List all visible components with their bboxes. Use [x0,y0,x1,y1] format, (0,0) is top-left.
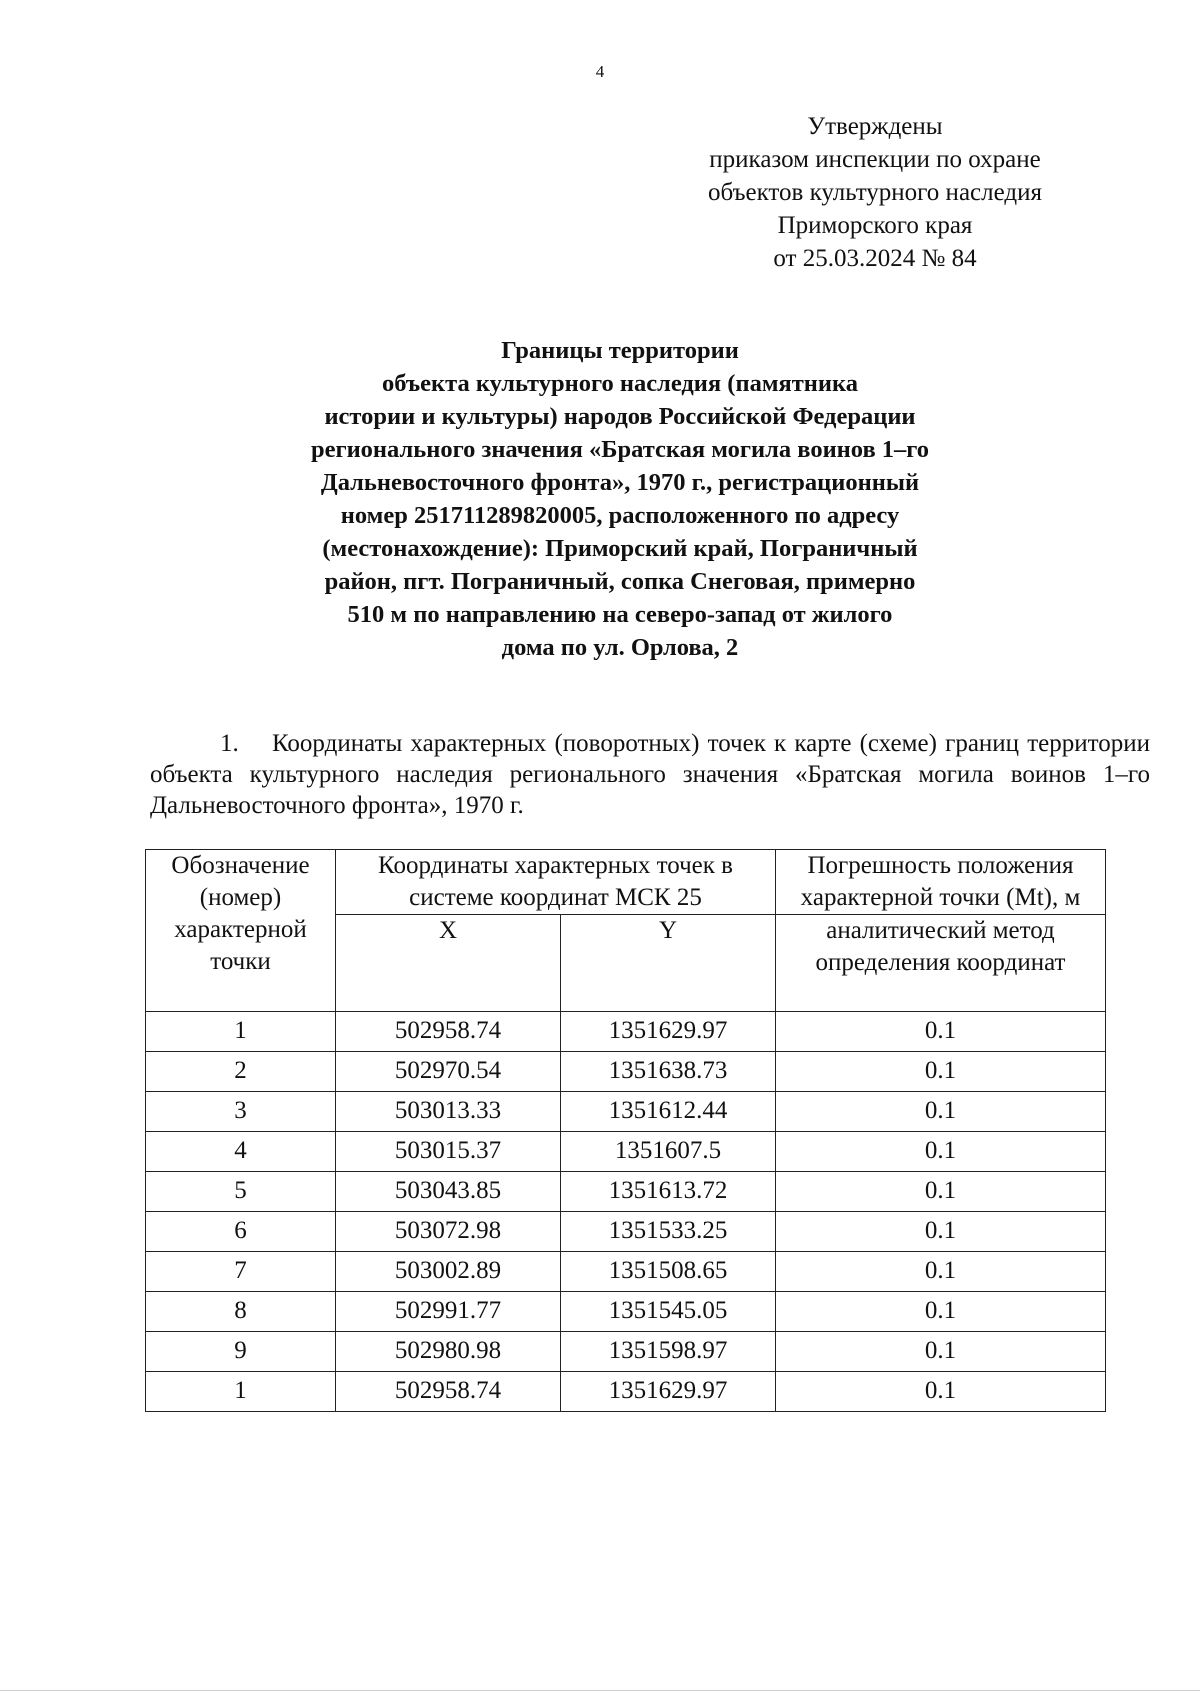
title-line: номер 251711289820005, расположенного по адресу [340,502,900,529]
cell-point: 3 [146,1092,336,1132]
title-line: объекта культурного наследия (памятника [381,370,859,397]
approval-line: Приморского края [777,212,973,239]
title-line: 510 м по направлению на северо-запад от жилого [347,601,893,628]
cell-mt: 0.1 [776,1052,1106,1092]
table-row [146,1012,1106,1052]
cell-y: 1351638.73 [561,1052,776,1092]
cell-mt: 0.1 [776,1372,1106,1412]
cell-mt: 0.1 [776,1332,1106,1372]
header-x: X [336,915,561,1012]
cell-x: 502958.74 [336,1372,561,1412]
section-number: 1. [220,730,239,757]
cell-y: 1351613.72 [561,1172,776,1212]
title-line: дома по ул. Орлова, 2 [501,634,739,661]
cell-y: 1351533.25 [561,1212,776,1252]
header-method: аналитический метод определения координат [776,915,1106,1012]
title-line: Границы территории [501,337,739,364]
cell-point: 1 [146,1012,336,1052]
approval-line: объектов культурного наследия [708,179,1042,206]
cell-x: 503043.85 [336,1172,561,1212]
cell-mt: 0.1 [776,1212,1106,1252]
coordinates-table [145,849,1106,1412]
page-number: 4 [595,62,605,81]
cell-x: 503002.89 [336,1252,561,1292]
cell-point: 2 [146,1052,336,1092]
cell-x: 503072.98 [336,1212,561,1252]
approval-line: приказом инспекции по охране [709,146,1041,173]
cell-mt: 0.1 [776,1172,1106,1212]
header-y: Y [561,915,776,1012]
header-point: Обозначение (номер) характерной точки [146,850,336,1012]
table-row [146,1212,1106,1252]
approval-line: от 25.03.2024 № 84 [773,245,977,272]
cell-point: 7 [146,1252,336,1292]
title-line: район, пгт. Пограничный, сопка Снеговая, примерно [324,568,916,595]
cell-point: 5 [146,1172,336,1212]
cell-point: 1 [146,1372,336,1412]
cell-y: 1351607.5 [561,1132,776,1172]
cell-x: 502970.54 [336,1052,561,1092]
cell-y: 1351508.65 [561,1252,776,1292]
cell-mt: 0.1 [776,1132,1106,1172]
cell-x: 502980.98 [336,1332,561,1372]
table-row [146,1252,1106,1292]
table-row [146,1332,1106,1372]
approval-block [660,110,1090,275]
cell-point: 9 [146,1332,336,1372]
document-title [240,334,1000,664]
cell-y: 1351629.97 [561,1372,776,1412]
title-line: Дальневосточного фронта», 1970 г., регистрационный [320,469,920,496]
title-line: истории и культуры) народов Российской Федерации [324,403,916,430]
cell-y: 1351598.97 [561,1332,776,1372]
cell-x: 503013.33 [336,1092,561,1132]
cell-y: 1351545.05 [561,1292,776,1332]
approval-line: Утверждены [807,113,943,140]
cell-mt: 0.1 [776,1252,1106,1292]
table-row [146,1092,1106,1132]
table-row [146,1292,1106,1332]
cell-point: 8 [146,1292,336,1332]
title-line: регионального значения «Братская могила воинов 1–го [310,436,930,463]
title-line: (местонахождение): Приморский край, Пограничный [322,535,918,562]
cell-x: 503015.37 [336,1132,561,1172]
cell-x: 502958.74 [336,1012,561,1052]
table-row [146,1052,1106,1092]
header-error: Погрешность положения характерной точки (Mt), м [776,850,1106,915]
table-row [146,1132,1106,1172]
section-text: Координаты характерных (поворотных) точек к карте (схеме) границ территории объекта культурного наследия регионального значения «Братская могила воинов 1–го Дальневосточного фронта», 1970 г. [150,730,1150,819]
header-coords: Координаты характерных точек в системе координат МСК 25 [336,850,776,915]
section-paragraph [150,728,1150,821]
table-row [146,1172,1106,1212]
cell-mt: 0.1 [776,1292,1106,1332]
cell-y: 1351612.44 [561,1092,776,1132]
cell-x: 502991.77 [336,1292,561,1332]
cell-point: 6 [146,1212,336,1252]
scan-edge-line [0,1690,1200,1691]
cell-mt: 0.1 [776,1012,1106,1052]
table-row [146,1372,1106,1412]
cell-mt: 0.1 [776,1092,1106,1132]
cell-y: 1351629.97 [561,1012,776,1052]
cell-point: 4 [146,1132,336,1172]
